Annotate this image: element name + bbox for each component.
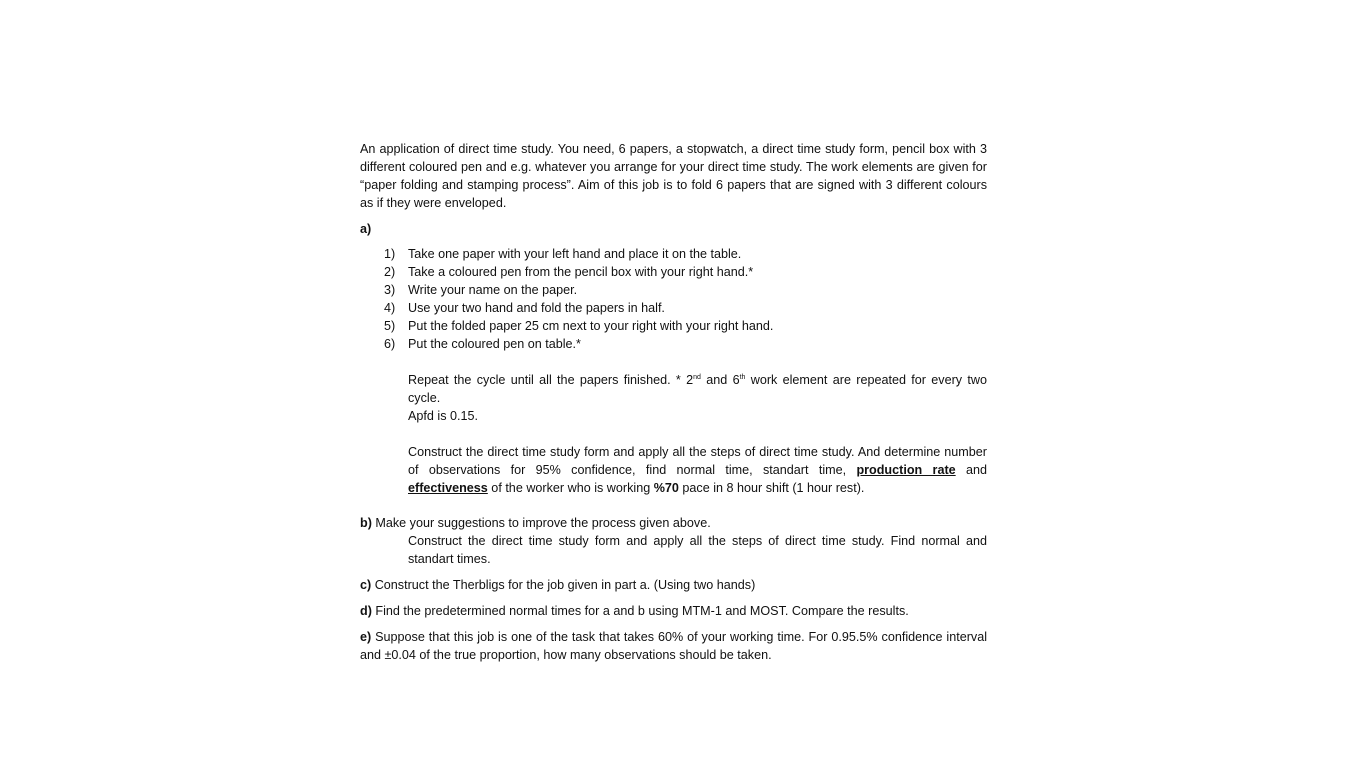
list-item-text: Put the folded paper 25 cm next to your right with your right hand. — [408, 319, 774, 333]
part-e-label: e) — [360, 630, 372, 644]
part-a-label: a) — [360, 222, 372, 236]
list-item — [360, 317, 987, 335]
work-elements-list — [360, 245, 987, 353]
part-b — [360, 514, 987, 532]
part-b-subtask: Construct the direct time study form and apply all the steps of direct time study. Find normal and standart times. — [408, 534, 987, 566]
list-item-text: Take a coloured pen from the pencil box with your right hand.* — [408, 265, 754, 279]
part-d — [360, 602, 987, 620]
part-d-text: Find the predetermined normal times for a and b using MTM-1 and MOST. Compare the results. — [371, 604, 909, 618]
list-item — [360, 299, 987, 317]
part-e — [360, 628, 987, 664]
list-item — [360, 281, 987, 299]
part-b-label: b) — [360, 516, 372, 530]
part-b-text: Make your suggestions to improve the process given above. — [371, 516, 711, 530]
part-e-text: Suppose that this job is one of the task that takes 60% of your working time. For 0.95.5% confidence interval and ±0.04 of the true proportion, how many observations should be taken. — [360, 630, 987, 662]
list-item-number: 5) — [384, 319, 396, 333]
effectiveness-term: effectiveness — [408, 481, 488, 495]
list-item-number: 6) — [384, 337, 396, 351]
apfd-value: Apfd is 0.15. — [408, 409, 479, 423]
pace-value: %70 — [653, 481, 679, 495]
part-c-text: Construct the Therbligs for the job given in part a. (Using two hands) — [371, 578, 756, 592]
list-item-number: 4) — [384, 301, 396, 315]
part-a-task: Construct the direct time study form and apply all the steps of direct time study. And determine number of observations for 95% confidence, find normal time, standart time, production rate and effectiveness of the worker who is working %70 pace in 8 hour shift (1 hour rest). — [408, 445, 988, 495]
list-item-number: 1) — [384, 247, 396, 261]
part-c-label: c) — [360, 578, 372, 592]
part-c — [360, 576, 987, 594]
list-item-text: Put the coloured pen on table.* — [408, 337, 581, 351]
list-item — [360, 245, 987, 263]
document-page — [360, 140, 987, 664]
part-d-label: d) — [360, 604, 372, 618]
repeat-instruction: Repeat the cycle until all the papers finished. * 2nd and 6th work element are repeated for every two cycle. — [408, 373, 987, 405]
list-item-text: Take one paper with your left hand and place it on the table. — [408, 247, 742, 261]
list-item-number: 3) — [384, 283, 396, 297]
list-item — [360, 263, 987, 281]
intro-paragraph: An application of direct time study. You need, 6 papers, a stopwatch, a direct time study form, pencil box with 3 different coloured pen and e.g. whatever you arrange for your direct time study. The work elements are given for “paper folding and stamping process”. Aim of this job is to fold 6 papers that are signed with 3 different colours as if they were enveloped. — [360, 142, 987, 210]
list-item-text: Write your name on the paper. — [408, 283, 578, 297]
list-item — [360, 335, 987, 353]
list-item-text: Use your two hand and fold the papers in half. — [408, 301, 665, 315]
list-item-number: 2) — [384, 265, 396, 279]
production-rate-term: production rate — [856, 463, 956, 477]
